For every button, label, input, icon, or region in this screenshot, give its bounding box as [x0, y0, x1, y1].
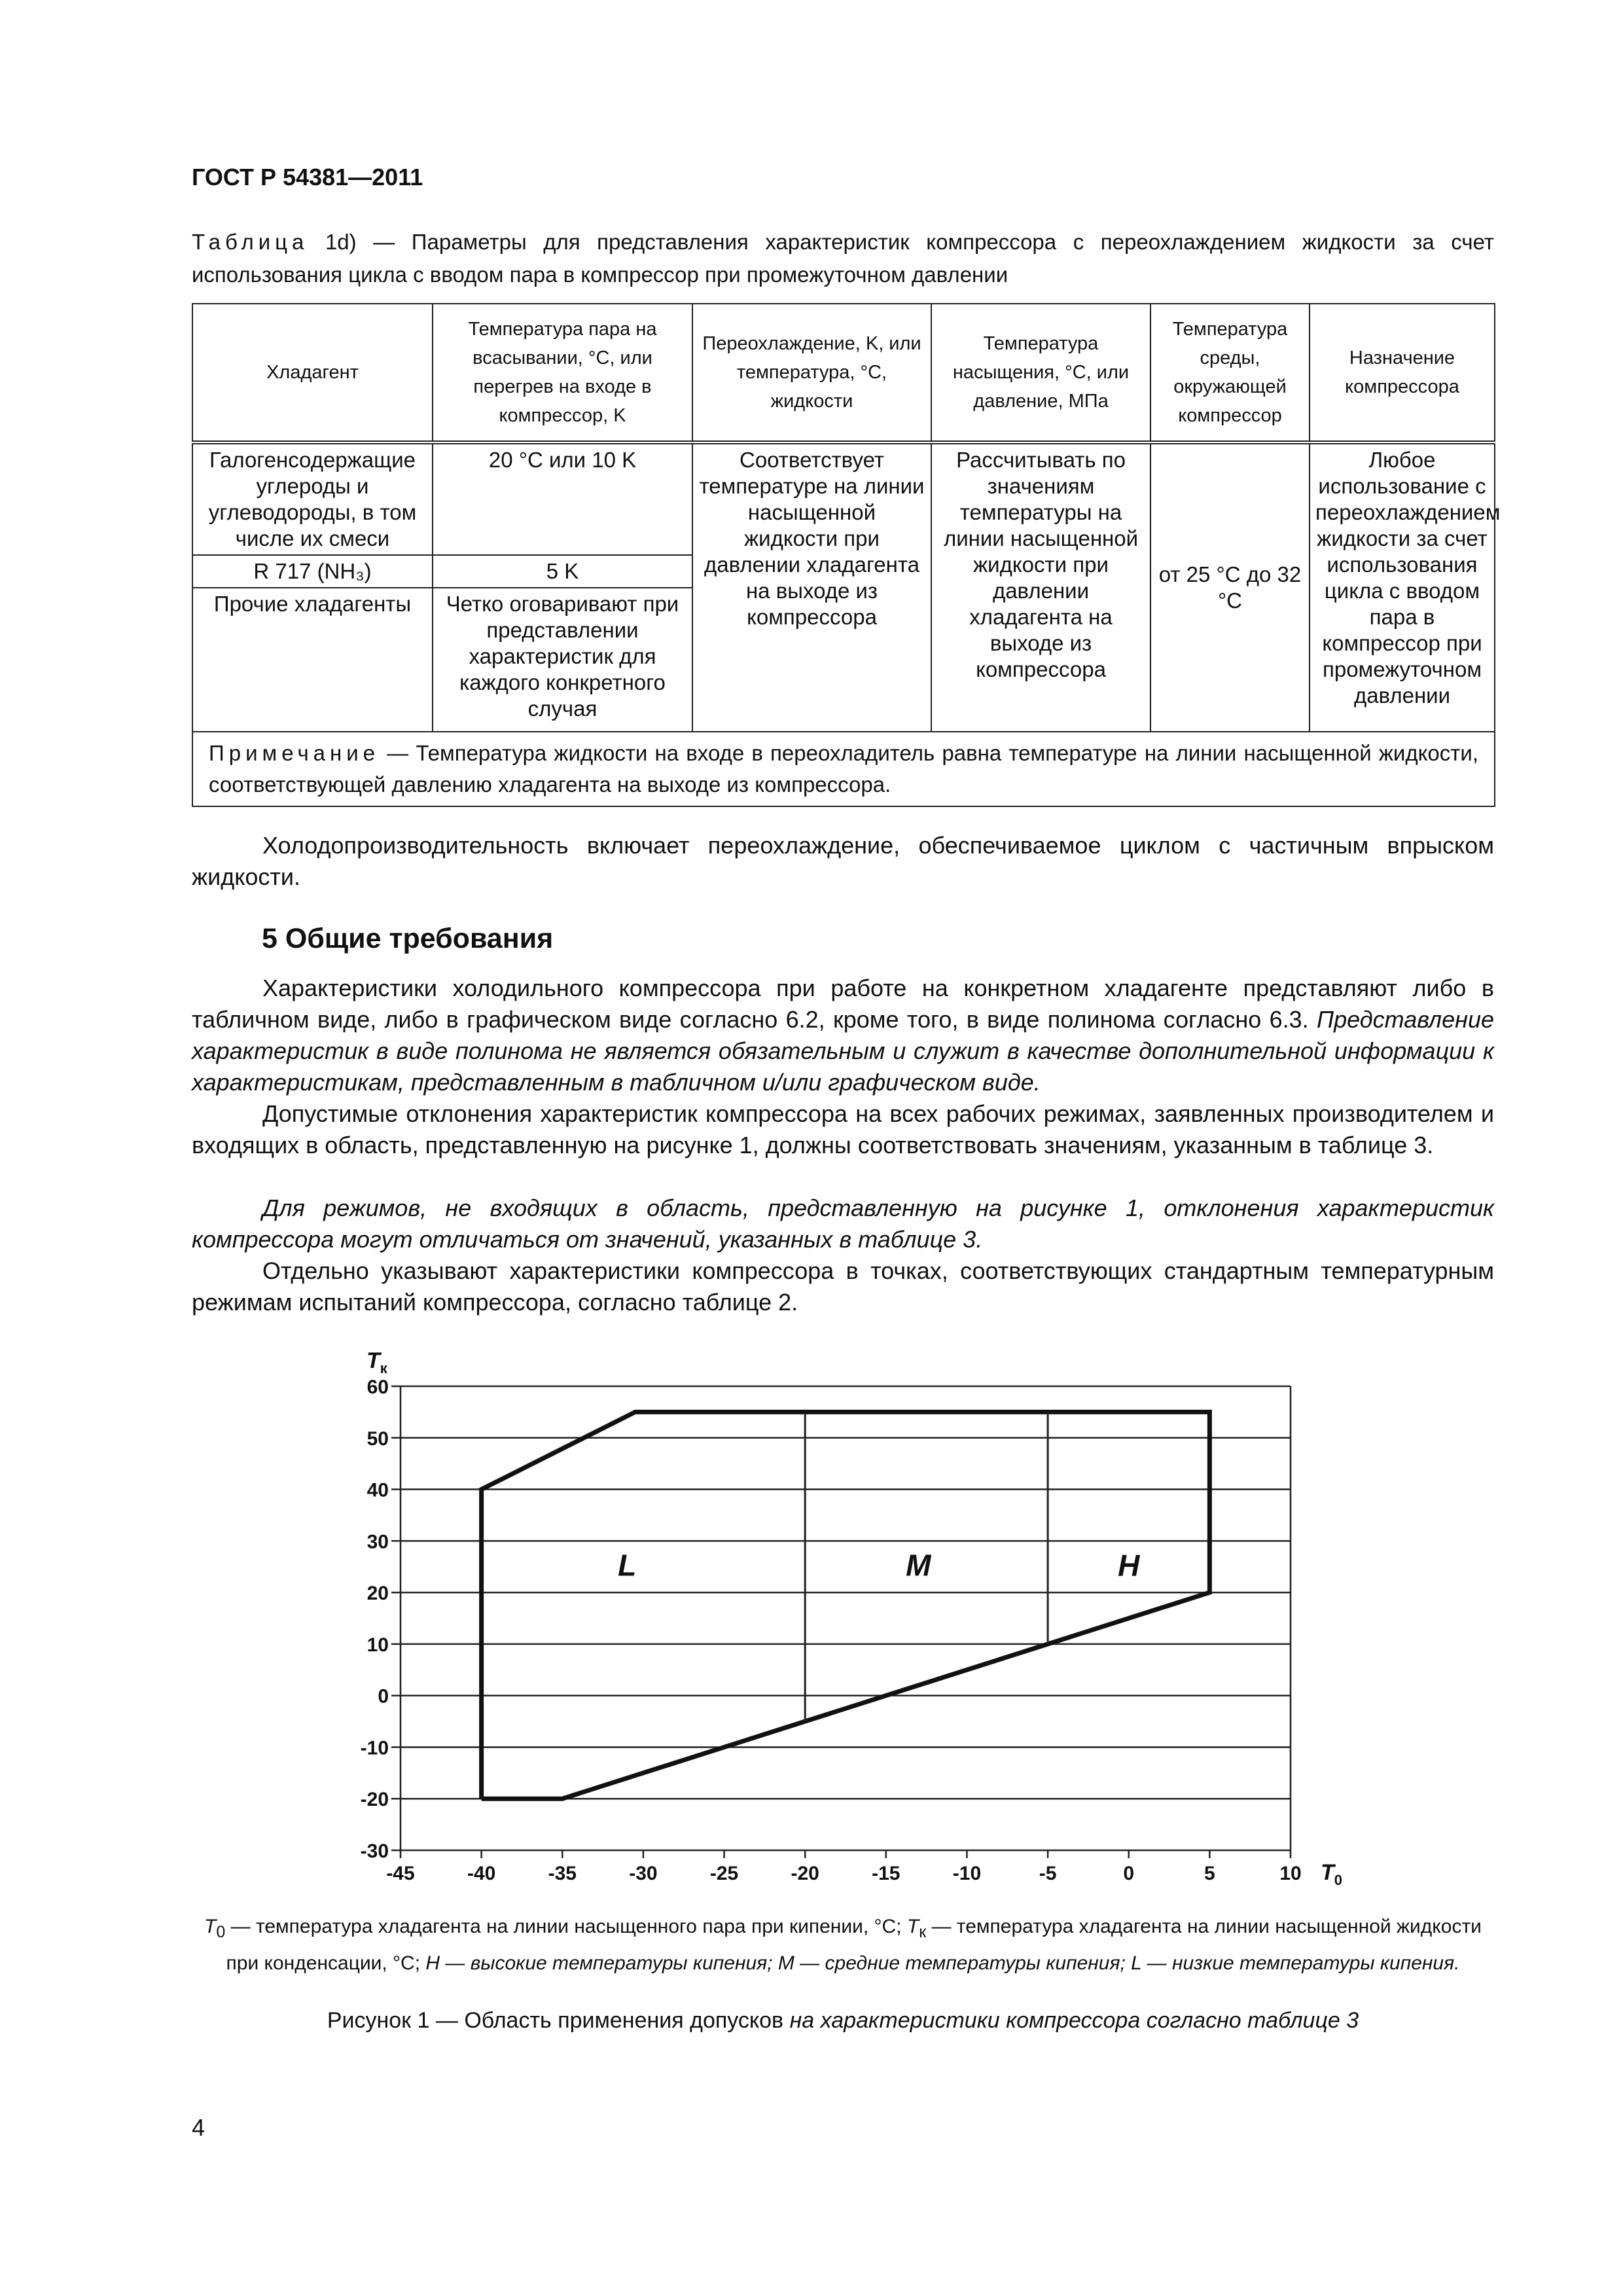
cell-subcooling: Соответствует температуре на линии насыщенной жидкости при давлении хладагента на выходе из компрессора — [692, 442, 931, 732]
caption-part-b: — температура хладагента на линии насыщенной жидкости при конденсации, °C; — [226, 1916, 1482, 1974]
paragraph-capacity: Холодопроизводительность включает переохлаждение, обеспечиваемое циклом с частичным впрыском жидкости. — [192, 832, 1494, 890]
cell-saturation: Рассчитывать по значениям температуры на линии насыщенной жидкости при давлении хладагента на выходе из компрессора — [931, 442, 1150, 732]
caption-part-c: H — высокие температуры кипения; M — средние температуры кипения; L — низкие температуры кипения. — [425, 1952, 1460, 1974]
cell-refrigerant: Прочие хладагенты — [192, 588, 433, 732]
t0-subscript: 0 — [216, 1923, 226, 1941]
x-tick-label: -25 — [709, 1863, 739, 1884]
x-tick-label: -15 — [872, 1863, 901, 1884]
note-word: Примечание — [209, 741, 380, 765]
x-tick-label: -45 — [386, 1863, 415, 1884]
section-title: 5 Общие требования — [262, 923, 554, 954]
t0-symbol: T — [204, 1916, 217, 1937]
x-tick-label: -35 — [548, 1863, 577, 1884]
paragraph-1-italic: Представление характеристик в виде полинома не является обязательным и служит в качестве дополнительной информации к характеристикам, представленным в табличном и/или графическом виде. — [192, 1006, 1494, 1096]
y-tick-label: 60 — [366, 1376, 389, 1398]
y-tick-label: 40 — [366, 1479, 389, 1501]
x-tick-label: -30 — [629, 1863, 658, 1884]
note-text: — Температура жидкости на входе в переохладитель равна температуре на линии насыщенной жидкости, соответствующей давлению хладагента на выходе из компрессора. — [209, 741, 1478, 797]
figure-title-text: Рисунок 1 — Область применения допусков — [327, 2008, 790, 2033]
x-tick-label: -10 — [952, 1863, 982, 1884]
y-tick-label: -30 — [360, 1840, 389, 1862]
cell-refrigerant: Галогенсодержащие углероды и углеводороды, в том числе их смеси — [192, 442, 433, 555]
header-suction-temp: Температура пара на всасывании, °C, или перегрев на входе в компрессор, K — [433, 304, 692, 442]
cell-suction: 5 K — [433, 555, 692, 588]
header-saturation-temp: Температура насыщения, °C, или давление, МПа — [931, 304, 1150, 442]
figure-caption — [192, 1911, 1494, 1979]
cell-suction: Четко оговаривают при представлении характеристик для каждого конкретного случая — [433, 588, 692, 732]
paragraph-4: Отдельно указывают характеристики компрессора в точках, соответствующих стандартным температурным режимам испытаний компрессора, согласно таблице 2. — [192, 1257, 1494, 1316]
y-tick-label: 0 — [378, 1685, 389, 1708]
page-number: 4 — [192, 2114, 205, 2141]
y-tick-label: 20 — [366, 1583, 389, 1605]
caption-part-a: — температура хладагента на линии насыщенного пара при кипении, °C; — [225, 1916, 907, 1937]
x-tick-label: -5 — [1039, 1863, 1057, 1884]
figure-title — [192, 2008, 1494, 2034]
cell-ambient: от 25 °C до 32 °C — [1150, 442, 1310, 732]
region-label-h: H — [1118, 1548, 1140, 1583]
y-tick-label: 50 — [366, 1427, 389, 1450]
header-ambient-temp: Температура среды, окружающей компрессор — [1150, 304, 1310, 442]
application-region-boundary — [482, 1412, 1210, 1799]
document-header: ГОСТ Р 54381—2011 — [192, 164, 423, 190]
x-tick-label: 10 — [1279, 1863, 1302, 1884]
x-tick-label: 0 — [1123, 1863, 1135, 1884]
cell-refrigerant: R 717 (NH₃) — [192, 555, 433, 588]
table-caption-word: Таблица — [192, 230, 309, 254]
paragraph-3-italic: Для режимов, не входящих в область, представленную на рисунке 1, отклонения характеристик компрессора могут отличаться от значений, указанных в таблице 3. — [192, 1194, 1494, 1253]
y-tick-label: -10 — [360, 1737, 389, 1759]
y-tick-label: 10 — [366, 1634, 389, 1656]
x-tick-label: 5 — [1204, 1863, 1215, 1884]
cell-suction: 20 °C или 10 K — [433, 442, 692, 555]
region-label-m: M — [906, 1548, 931, 1583]
paragraph-2: Допустимые отклонения характеристик компрессора на всех рабочих режимах, заявленных производителем и входящих в область, представленную на рисунке 1, должны соответствовать значениям, указанным в таблице 3. — [192, 1100, 1494, 1158]
table-caption-text: 1d) — Параметры для представления характеристик компрессора с переохлаждением жидкости за счет использования цикла с вводом пара в компрессор при промежуточном давлении — [192, 230, 1494, 287]
x-axis-label: $T_0$ — [1321, 1860, 1343, 1888]
header-subcooling: Переохлаждение, K, или температура, °C, жидкости — [692, 304, 931, 442]
tk-symbol: T — [906, 1916, 919, 1937]
header-purpose: Назначение компрессора — [1310, 304, 1495, 442]
cell-purpose: Любое использование с переохлаждением жидкости за счет использования цикла с вводом пара в компрессор при промежуточном давлении — [1310, 442, 1495, 732]
paragraph-1-text: Характеристики холодильного компрессора при работе на конкретном хладагенте представляют либо в табличном виде, либо в графическом виде согласно 6.2, кроме того, в виде полинома согласно 6.3. — [192, 975, 1494, 1033]
header-refrigerant: Хладагент — [192, 304, 433, 442]
figure-title-italic: на характеристики компрессора согласно таблице 3 — [789, 2008, 1359, 2033]
y-axis-label: $T_к$ — [366, 1348, 387, 1376]
y-tick-label: -20 — [360, 1789, 389, 1811]
region-label-l: L — [618, 1548, 637, 1583]
tk-subscript: к — [919, 1923, 927, 1941]
x-tick-label: -40 — [467, 1863, 496, 1884]
x-tick-label: -20 — [791, 1863, 819, 1884]
y-tick-label: 30 — [366, 1531, 389, 1553]
